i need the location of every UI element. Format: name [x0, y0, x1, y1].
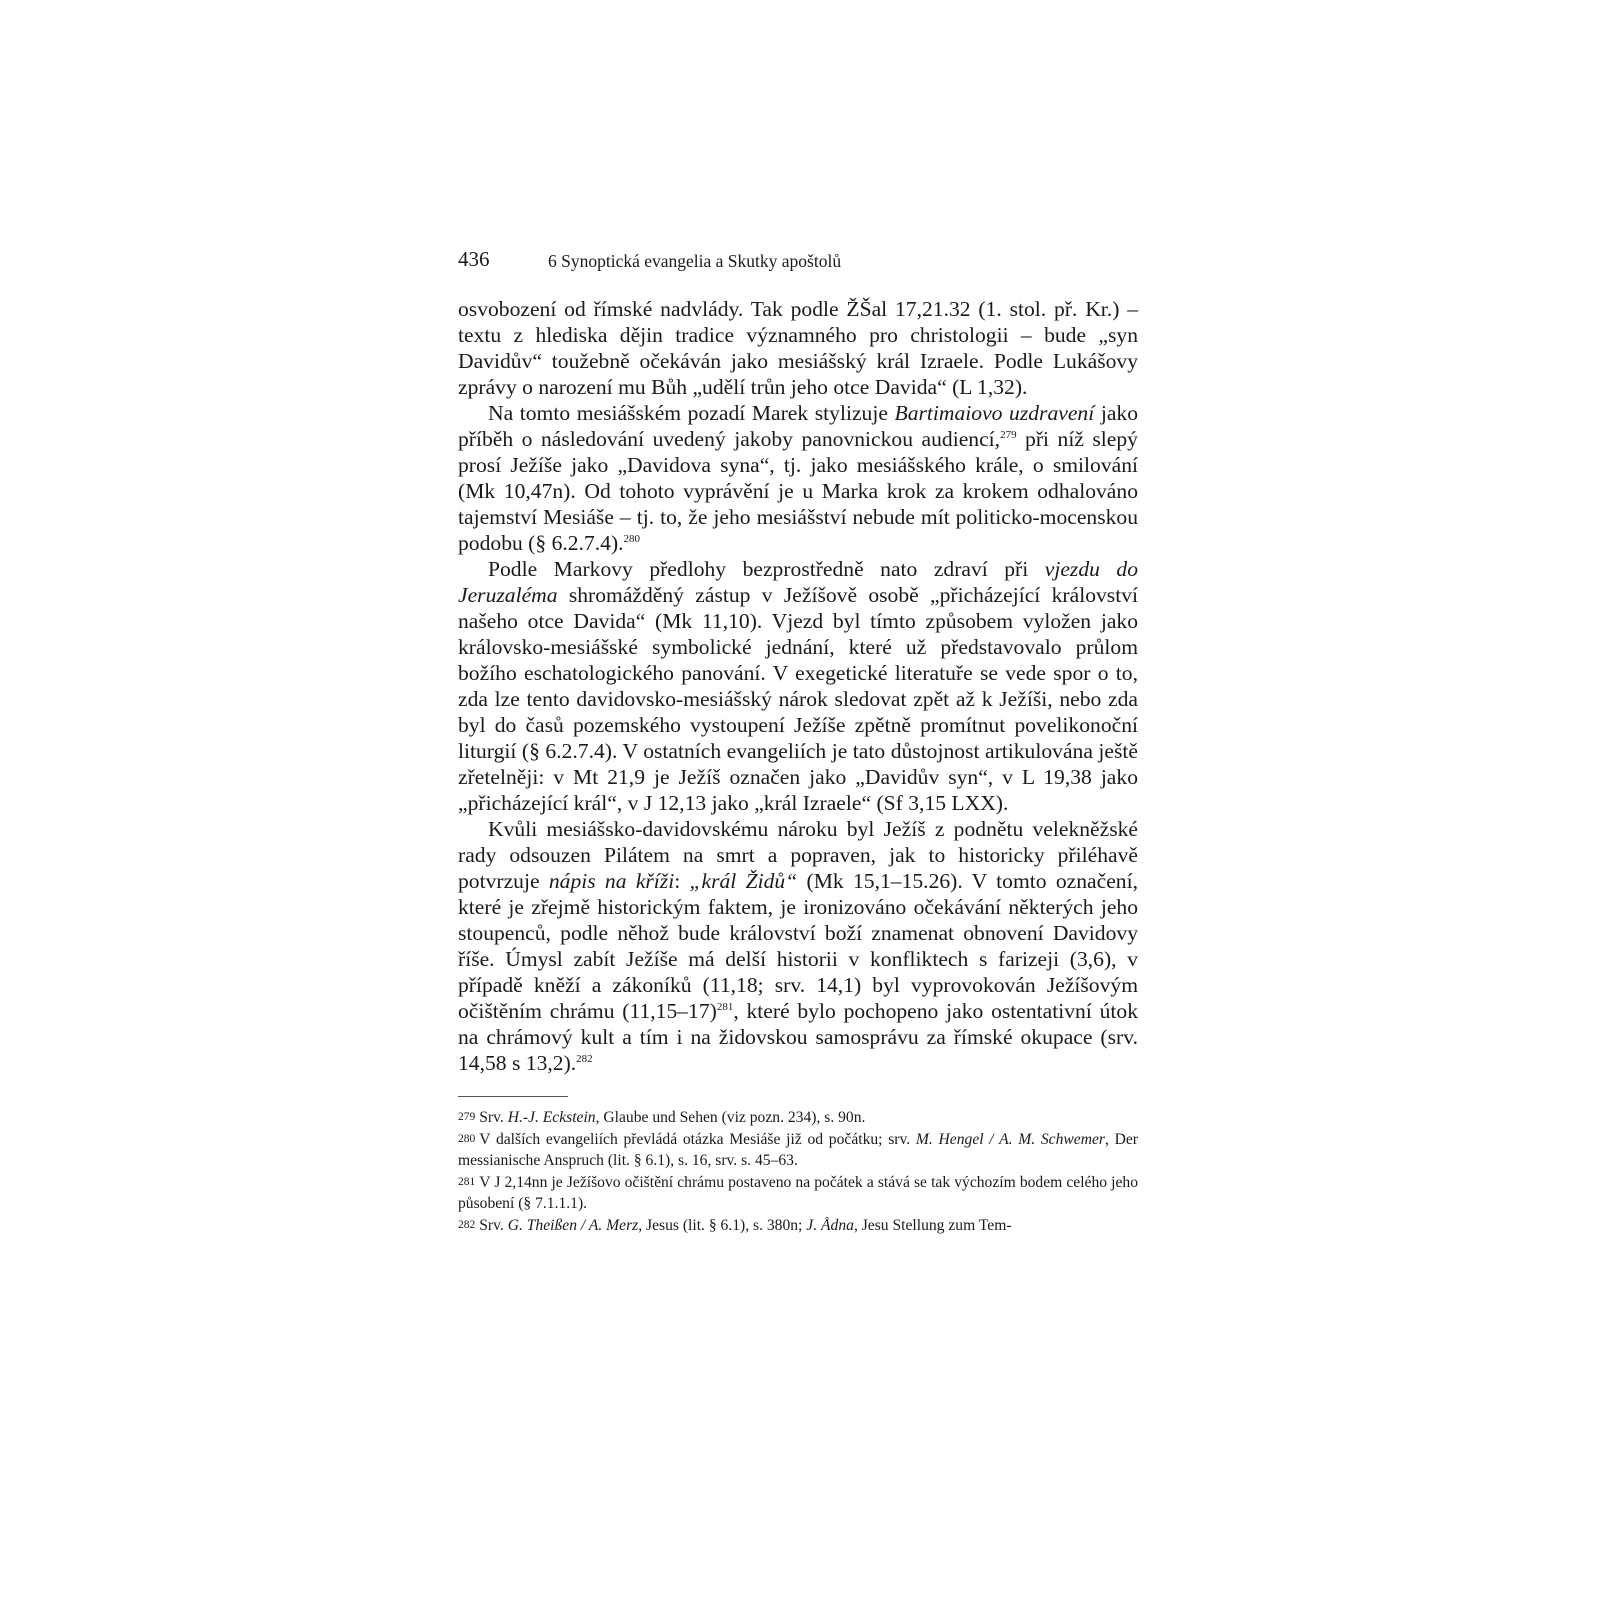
- footnote-text: Srv.: [479, 1216, 508, 1234]
- paragraph-3-text-a: Podle Markovy předlohy bezprostředně nato zdraví při: [488, 557, 1045, 581]
- paragraph-4-text-d: , které bylo pochopeno jako ostentativní útok na chrámový kult a tím i na židovskou samosprávu za římské okupace (srv. 14,58 s 13,2).: [458, 999, 1138, 1075]
- footnote-divider: [458, 1096, 568, 1097]
- footnote-279: [458, 1107, 1138, 1129]
- footnote-number: 281: [458, 1175, 476, 1188]
- footnote-author: M. Hengel / A. M. Schwemer: [915, 1130, 1105, 1148]
- paragraph-4-italic-napis: nápis na kříži: [548, 869, 675, 893]
- paragraph-2-text-b: jako příběh o následování uvedený jakoby panovnickou audiencí,: [458, 401, 1138, 451]
- footnote-text: V dalších evangeliích převládá otázka Mesiáše již od počátku; srv.: [479, 1130, 916, 1148]
- footnote-281: [458, 1172, 1138, 1215]
- paragraph-4-text-c: (Mk 15,1–15.26). V tomto označení, které je zřejmě historickým faktem, je ironizováno očekávání některých jeho stoupenců, podle něhož bude království boží znamenat obnovení Davidovy říše. Úmysl zabít Ježíše má delší historii v konfliktech s farizeji (3,6), v případě kněží a zákoníků (11,18; srv. 14,1) byl vyprovokován Ježíšovým očištěním chrámu (11,15–17): [458, 869, 1138, 1023]
- footnote-text: , Jesus (lit. § 6.1), s. 380n;: [638, 1216, 807, 1234]
- paragraph-1-text: osvobození od římské nadvlády. Tak podle ŽŠal 17,21.32 (1. stol. př. Kr.) – textu z hlediska dějin tradice významného pro christologii – bude „syn Davidův“ toužebně očekáván jako mesiášský král Izraele. Podle Lukášovy zprávy o narození mu Bůh „udělí trůn jeho otce Davida“ (L 1,32).: [458, 297, 1138, 399]
- paragraph-1: [458, 296, 1138, 400]
- footnote-number: 282: [458, 1218, 476, 1231]
- footnote-text: , Jesu Stellung zum Tem-: [853, 1216, 1012, 1234]
- footnote-author: G. Theißen / A. Merz: [507, 1216, 639, 1234]
- footnote-280: [458, 1129, 1138, 1172]
- paragraph-2-text-c: při níž slepý prosí Ježíše jako „Davidova syna“, tj. jako mesiášského krále, o smilování (Mk 10,47n). Od tohoto vyprávění je u Marka krok za krokem odhalováno tajemství Mesiáše – tj. to, že jeho mesiášství nebude mít politicko-mocenskou podobu (§ 6.2.7.4).: [458, 427, 1138, 555]
- paragraph-3: [458, 556, 1138, 816]
- page-number: 436: [458, 247, 490, 271]
- paragraph-4: [458, 816, 1138, 1076]
- paragraph-4-italic-kral-zidu: „král Židů“: [689, 869, 798, 893]
- paragraph-2: [458, 400, 1138, 556]
- footnote-ref-281[interactable]: 281: [716, 1000, 734, 1013]
- chapter-title: 6 Synoptická evangelia a Skutky apoštolů: [548, 251, 842, 271]
- footnote-author: J. Ådna: [806, 1216, 854, 1234]
- paragraph-2-text-a: Na tomto mesiášském pozadí Marek stylizuje: [488, 401, 895, 425]
- footnotes: [458, 1107, 1138, 1236]
- paragraph-3-text-b: shromážděný zástup v Ježíšově osobě „přicházející království našeho otce Davida“ (Mk 11,10). Vjezd byl tímto způsobem vyložen jako královsko-mesiášské symbolické jednání, které už představovalo průlom božího eschatologického panování. V exegetické literatuře se vede spor o to, zda lze tento davidovsko-mesiášský nárok sledovat zpět až k Ježíši, nebo zda byl do časů pozemského vystoupení Ježíše zpětně promítnut povelikonoční liturgií (§ 6.2.7.4). V ostatních evangeliích je tato důstojnost artikulována ještě zřetelněji: v Mt 21,9 je Ježíš označen jako „Davidův syn“, v L 19,38 jako „přicházející král“, v J 12,13 jako „král Izraele“ (Sf 3,15 LXX).: [458, 583, 1138, 815]
- footnote-number: 279: [458, 1111, 476, 1123]
- body-text: [458, 296, 1138, 1076]
- footnote-ref-282[interactable]: 282: [576, 1052, 593, 1065]
- footnote-author: H.-J. Eckstein: [507, 1109, 596, 1126]
- footnote-number: 280: [458, 1132, 476, 1145]
- book-page: [458, 246, 1138, 1236]
- footnote-text: Srv.: [479, 1109, 508, 1126]
- footnote-ref-279[interactable]: 279: [1000, 428, 1017, 441]
- paragraph-4-text-a: Kvůli mesiášsko-davidovskému nároku byl Ježíš z podnětu velekněžské rady odsouzen Pilátem na smrt a popraven, jak to historicky přiléhavě potvrzuje: [458, 817, 1138, 893]
- footnote-282: [458, 1215, 1138, 1237]
- footnote-ref-280[interactable]: 280: [623, 532, 641, 545]
- footnote-text: , Der messianische Anspruch (lit. § 6.1), s. 16, srv. s. 45–63.: [458, 1130, 1138, 1169]
- paragraph-3-italic-vjezd: vjezdu do Jeruzaléma: [458, 557, 1138, 607]
- paragraph-4-text-b: :: [674, 869, 690, 893]
- footnote-text: , Glaube und Sehen (viz pozn. 234), s. 90n.: [595, 1109, 866, 1126]
- paragraph-2-italic-bartimaios: Bartimaiovo uzdravení: [894, 401, 1095, 425]
- footnote-text: V J 2,14nn je Ježíšovo očištění chrámu postaveno na počátek a stává se tak výchozím bodem celého jeho působení (§ 7.1.1.1).: [458, 1173, 1138, 1212]
- running-head: [458, 246, 1138, 276]
